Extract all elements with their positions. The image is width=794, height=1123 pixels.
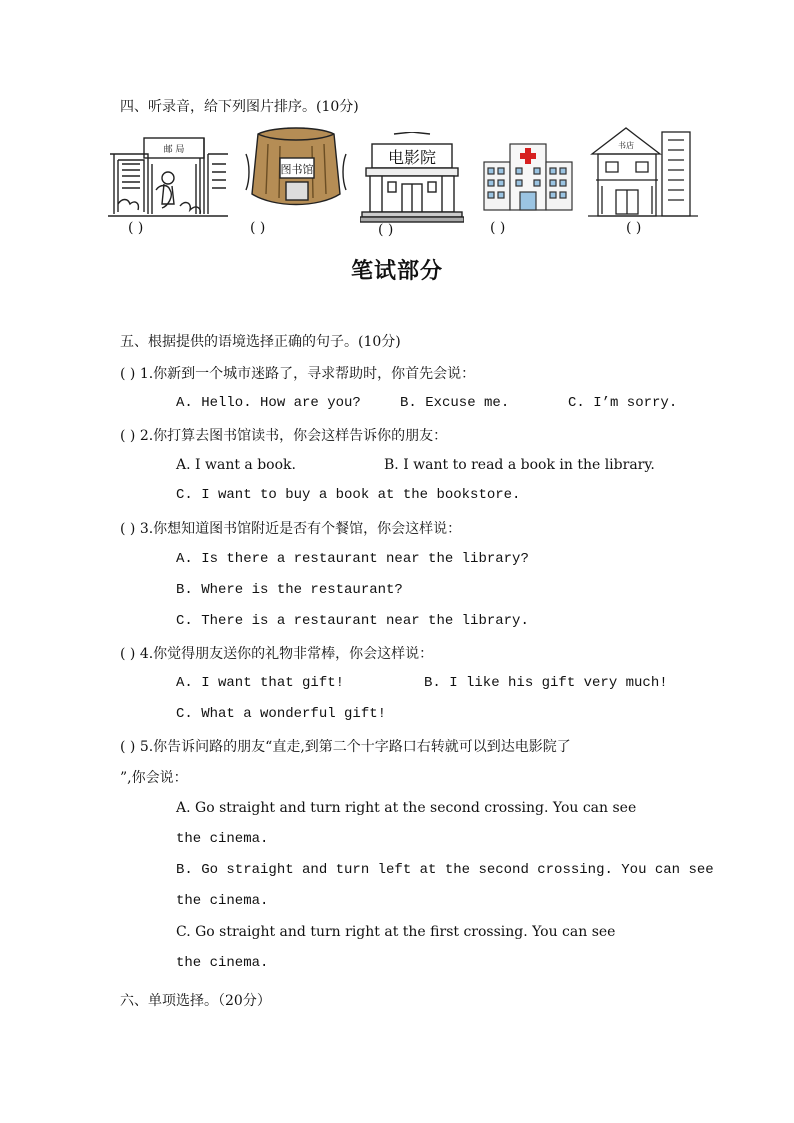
q5-option-a-continued: the cinema. <box>176 831 269 847</box>
question-5-stem: 5.你告诉问路的朋友“直走,到第二个十字路口右转就可以到达电影院了 <box>139 739 571 755</box>
q2-option-a: A. I want a book. <box>176 457 296 473</box>
q3-option-b: B. Where is the restaurant? <box>176 582 403 598</box>
q5-option-b-continued: the cinema. <box>176 893 269 909</box>
q2-option-b: B. I want to read a book in the library. <box>384 457 655 473</box>
question-4 <box>120 643 433 663</box>
library-picture <box>244 124 348 214</box>
bookstore-picture <box>588 126 698 220</box>
picture2-blank[interactable]: ( ) <box>250 220 266 236</box>
q5-option-a: A. Go straight and turn right at the second crossing. You can see <box>176 800 637 816</box>
answer-blank-4[interactable]: ( ) <box>120 646 136 662</box>
q4-option-b: B. I like his gift very much! <box>424 675 668 691</box>
q1-option-a: A. Hello. How are you? <box>176 395 361 411</box>
q2-option-c: C. I want to buy a book at the bookstore. <box>176 487 521 503</box>
bookstore-sign: 书店 <box>618 141 634 150</box>
picture5-blank[interactable]: ( ) <box>626 220 642 236</box>
question-5-stem-continued: ”,你会说： <box>120 770 188 786</box>
cinema-sign: 电影院 <box>387 148 437 167</box>
answer-blank-1[interactable]: ( ) <box>120 366 136 382</box>
q5-option-b: B. Go straight and turn left at the second crossing. You can see <box>176 862 714 878</box>
section5-heading: 五、根据提供的语境选择正确的句子。(10分) <box>120 334 401 350</box>
section6-heading: 六、单项选择。（20分） <box>120 993 271 1009</box>
q5-option-c-continued: the cinema. <box>176 955 269 971</box>
post-office-sign: 邮 局 <box>163 145 185 155</box>
answer-blank-3[interactable]: ( ) <box>120 521 136 537</box>
question-3-stem: 3.你想知道图书馆附近是否有个餐馆，你会这样说： <box>139 521 462 537</box>
question-5 <box>120 736 571 756</box>
post-office-picture <box>108 124 228 222</box>
q1-option-b: B. Excuse me. <box>400 395 510 411</box>
answer-blank-5[interactable]: ( ) <box>120 739 136 755</box>
question-3 <box>120 518 461 538</box>
answer-blank-2[interactable]: ( ) <box>120 428 136 444</box>
q1-option-c: C. I’m sorry. <box>568 395 678 411</box>
cinema-picture <box>360 132 464 224</box>
q3-option-a: A. Is there a restaurant near the library? <box>176 551 529 567</box>
question-2 <box>120 425 447 445</box>
q3-option-c: C. There is a restaurant near the library. <box>176 613 529 629</box>
q5-option-c: C. Go straight and turn right at the first crossing. You can see <box>176 924 616 940</box>
question-2-stem: 2.你打算去图书馆读书，你会这样告诉你的朋友： <box>139 428 448 444</box>
picture1-blank[interactable]: ( ) <box>128 220 144 236</box>
picture4-blank[interactable]: ( ) <box>490 220 506 236</box>
question-1 <box>120 363 475 383</box>
question-4-stem: 4.你觉得朋友送你的礼物非常棒，你会这样说： <box>139 646 434 662</box>
q4-option-c: C. What a wonderful gift! <box>176 706 387 722</box>
written-section-title: 笔试部分 <box>350 259 443 284</box>
q4-option-a: A. I want that gift! <box>176 675 345 691</box>
section4-heading: 四、听录音，给下列图片排序。(10分) <box>120 99 359 115</box>
picture3-blank[interactable]: ( ) <box>378 222 394 238</box>
hospital-picture <box>482 140 574 214</box>
question-1-stem: 1.你新到一个城市迷路了，寻求帮助时，你首先会说： <box>139 366 476 382</box>
library-sign: 图书馆 <box>280 163 314 176</box>
